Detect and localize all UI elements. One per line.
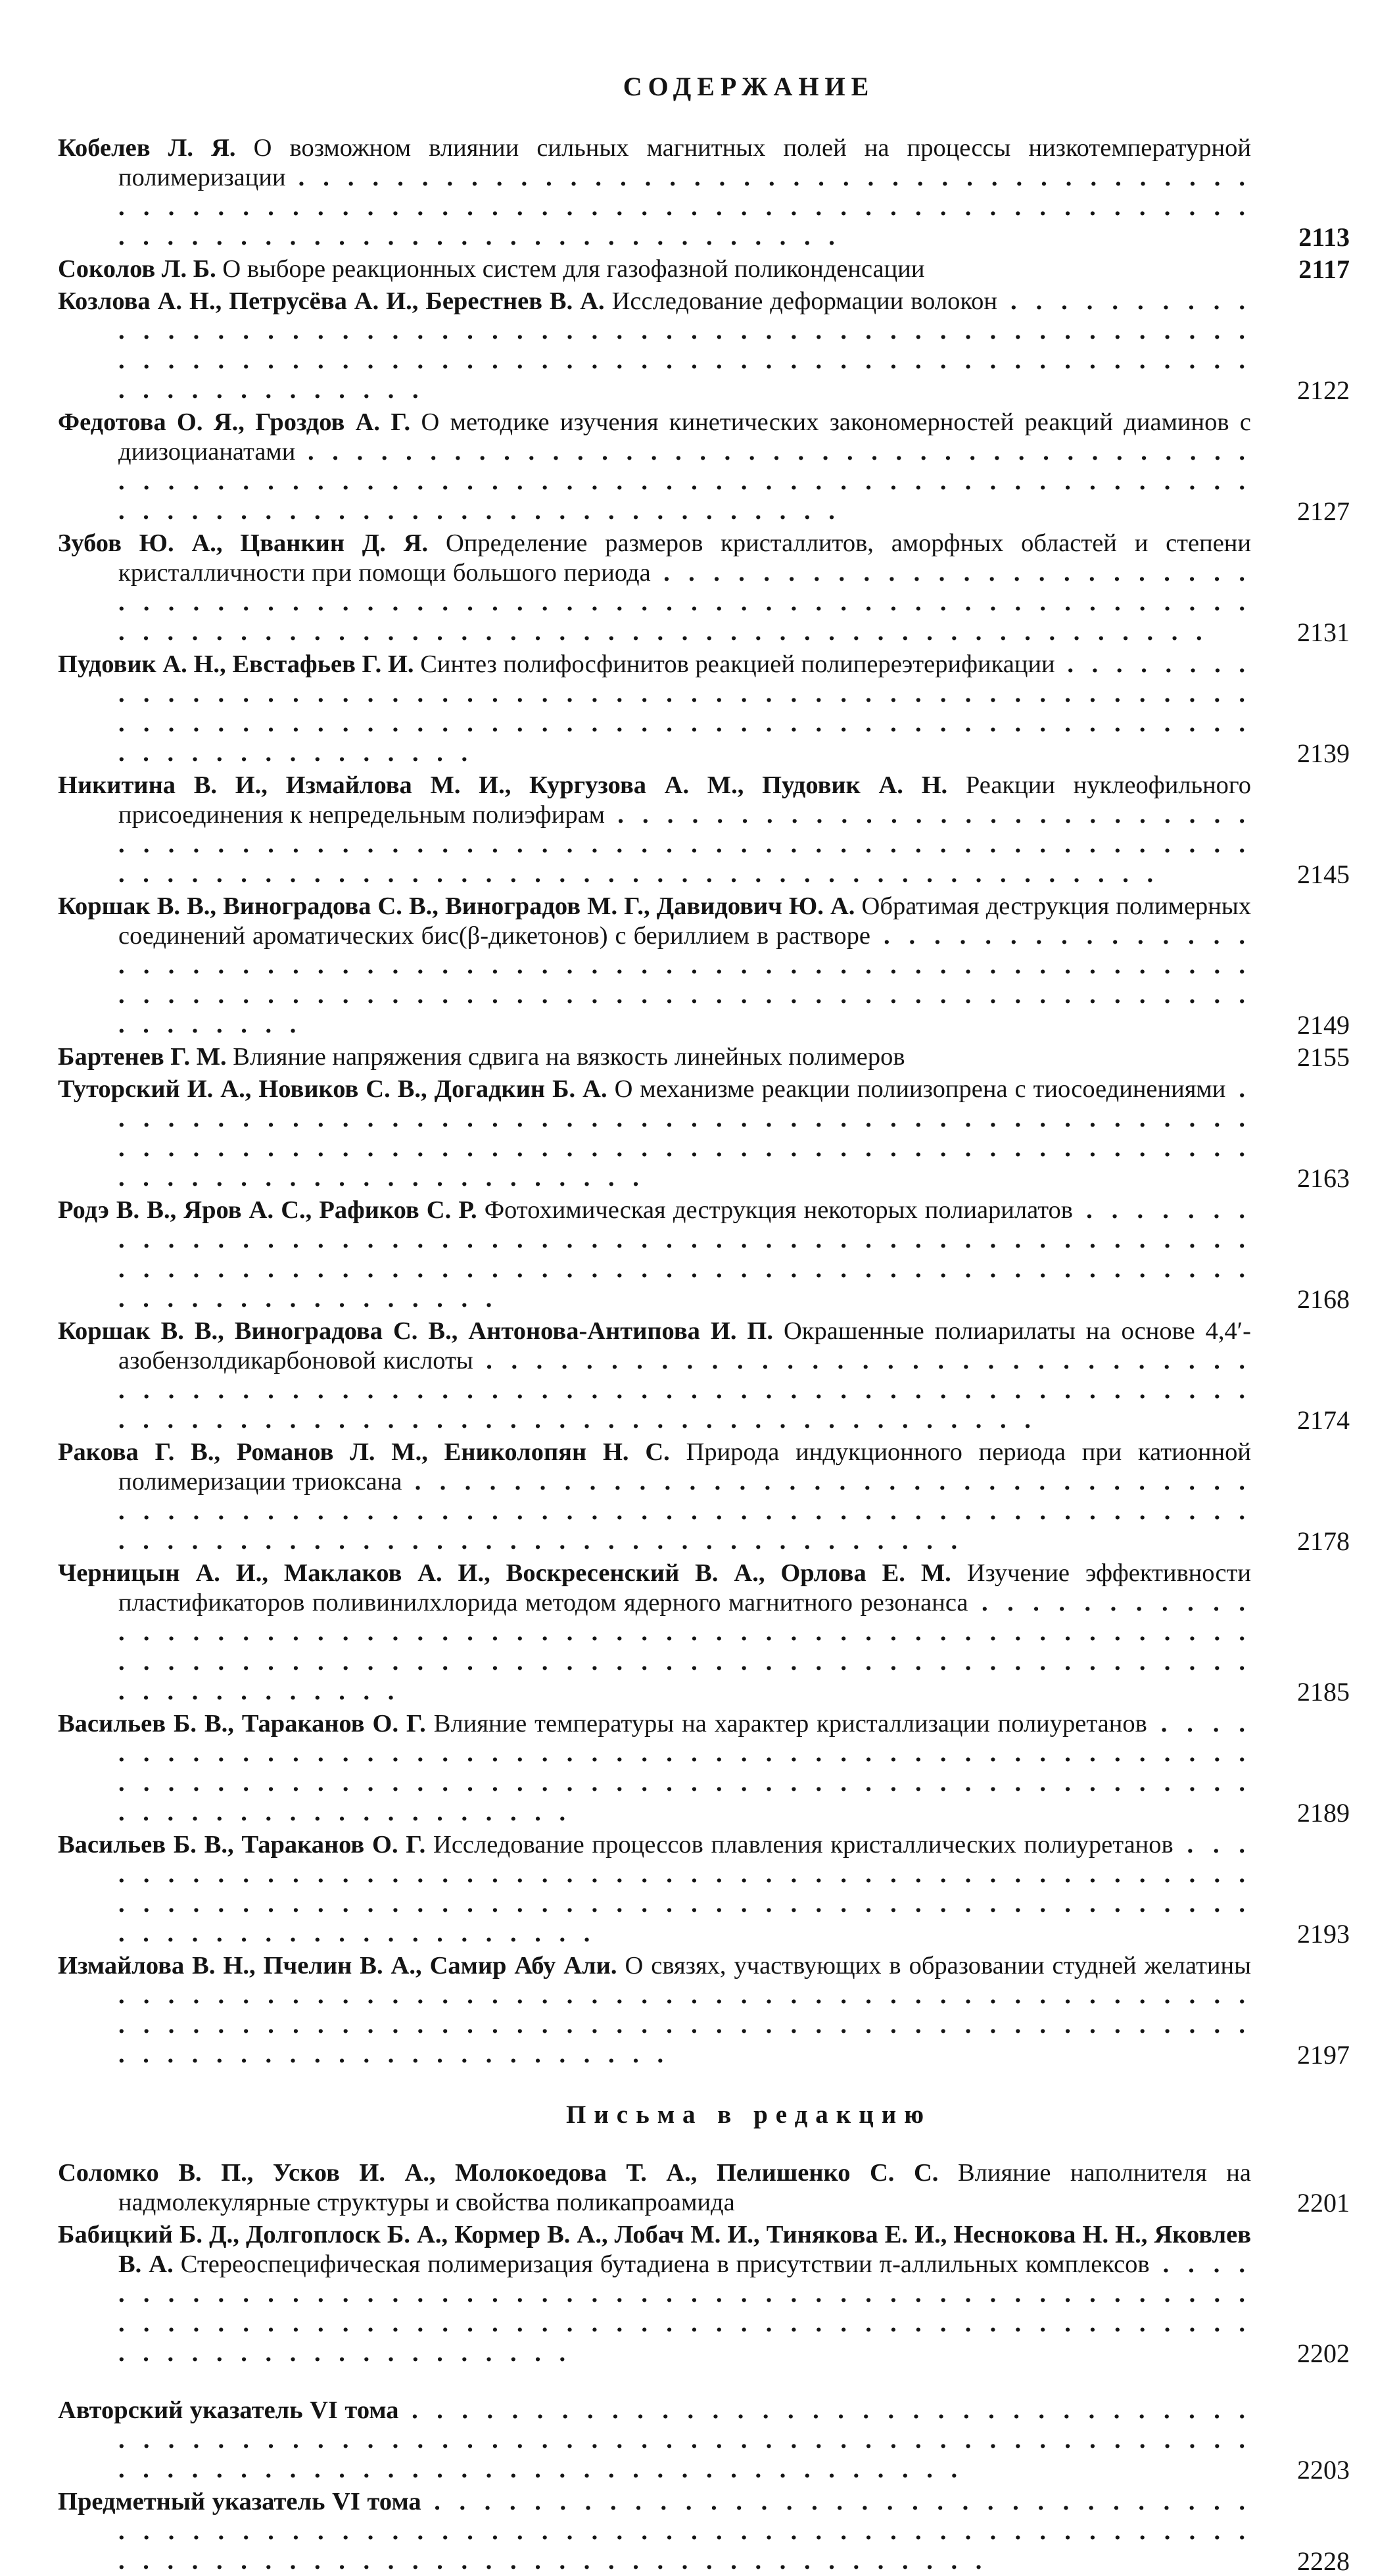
- entry-title: Исследование процессов плавления кристаллических полиуретанов . . .: [118, 1831, 1251, 1947]
- entry-page: 2122: [1297, 376, 1350, 405]
- toc-entry: [58, 1559, 1350, 1707]
- spacer: [58, 2371, 1350, 2396]
- toc-main-list: [58, 134, 1350, 2070]
- entry-authors: Ракова Г. В., Романов Л. М., Ениколопян Н. С.: [58, 1438, 670, 1466]
- entry-title: Влияние наполнителя на надмолекулярные структуры и свойства поликапроамида: [118, 2159, 1251, 2216]
- entry-title: Исследование деформации волокон . . .: [118, 287, 1251, 404]
- entry-page: 2197: [1297, 2040, 1350, 2070]
- entry-authors: Козлова А. Н., Петрусёва А. И., Берестнев В. А.: [58, 287, 605, 315]
- toc-entry: [58, 650, 1350, 768]
- entry-authors: Родэ В. В., Яров А. С., Рафиков С. Р.: [58, 1196, 477, 1224]
- entry-page: 2155: [1297, 1042, 1350, 1072]
- entry-text: [58, 1951, 1251, 2070]
- entry-page: 2163: [1297, 1163, 1350, 1193]
- entry-authors: Кобелев Л. Я.: [58, 134, 236, 162]
- index-entry: [58, 2396, 1350, 2485]
- entry-page: 2201: [1297, 2188, 1350, 2218]
- entry-title: О методике изучения кинетических закономерностей реакций диаминов с диизоцианатами . . .: [118, 408, 1251, 525]
- entry-text: [58, 408, 1251, 526]
- entry-text: [58, 1559, 1251, 1707]
- entry-title: О выборе реакционных систем для газофазной поликонденсации: [222, 255, 925, 283]
- entry-authors: Пудовик А. Н., Евстафьев Г. И.: [58, 650, 414, 678]
- entry-text: [58, 529, 1251, 647]
- entry-title: Окрашенные полиарилаты на основе 4,4′-азобензолдикарбоновой кислоты . . .: [118, 1317, 1251, 1434]
- entry-text: [58, 1709, 1251, 1828]
- entry-page: 2168: [1297, 1284, 1350, 1314]
- entry-text: [58, 1075, 1251, 1193]
- entry-authors: Зубов Ю. А., Цванкин Д. Я.: [58, 529, 429, 557]
- toc-entry: [58, 1951, 1350, 2070]
- entry-text: [58, 2158, 1251, 2218]
- entry-authors: Туторский И. А., Новиков С. В., Догадкин Б. А.: [58, 1075, 607, 1103]
- toc-entry: [58, 1196, 1350, 1314]
- entry-title: О возможном влиянии сильных магнитных полей на процессы низкотемпературной полимеризации . . .: [118, 134, 1251, 251]
- entry-page: 2178: [1297, 1526, 1350, 1556]
- entry-text: [58, 1196, 1251, 1314]
- entry-authors: Измайлова В. Н., Пчелин В. А., Самир Абу Али.: [58, 1952, 617, 1980]
- entry-text: [58, 2220, 1251, 2368]
- entry-title: Обратимая деструкция полимерных соединений ароматических бис(β-дикетонов) с бериллием в растворе . . .: [118, 892, 1251, 1038]
- entry-page: 2145: [1297, 860, 1350, 889]
- entry-page: 2228: [1297, 2546, 1350, 2576]
- entry-page: 2202: [1297, 2339, 1350, 2368]
- toc-entry: [58, 134, 1350, 252]
- entry-text: [58, 2396, 1251, 2485]
- toc-entry: [58, 892, 1350, 1040]
- entry-title: Реакции нуклеофильного присоединения к непредельным полиэфирам . . .: [118, 771, 1251, 888]
- entry-authors: Коршак В. В., Виноградова С. В., Антонова-Антипова И. П.: [58, 1317, 773, 1345]
- entry-title: Влияние температуры на характер кристаллизации полиуретанов . . .: [118, 1710, 1251, 1826]
- entry-page: 2117: [1298, 255, 1350, 284]
- entry-text: [58, 255, 1251, 284]
- page-title: СОДЕРЖАНИЕ: [623, 72, 875, 101]
- entry-page: 2131: [1297, 618, 1350, 647]
- entry-title: О связях, участвующих в образовании студней желатины . . .: [118, 1952, 1251, 2068]
- entry-page: 2203: [1297, 2455, 1350, 2485]
- entry-page: 2193: [1297, 1919, 1350, 1949]
- entry-text: [58, 287, 1251, 405]
- toc-letters-list: [58, 2158, 1350, 2576]
- entry-text: [58, 892, 1251, 1040]
- toc-entry: [58, 771, 1350, 889]
- toc-entry: [58, 529, 1350, 647]
- index-title: Авторский указатель VI тома . . .: [58, 2396, 1251, 2483]
- entry-authors: Черницын А. И., Маклаков А. И., Воскресенский В. А., Орлова Е. М.: [58, 1559, 951, 1587]
- toc-entry: [58, 1075, 1350, 1193]
- entry-title: О механизме реакции полиизопрена с тиосоединениями . . .: [118, 1075, 1251, 1192]
- entry-page: 2113: [1298, 222, 1350, 252]
- entry-authors: Соломко В. П., Усков И. А., Молокоедова Т. А., Пелишенко С. С.: [58, 2159, 939, 2187]
- entry-authors: Никитина В. И., Измайлова М. И., Кургузова А. М., Пудовик А. Н.: [58, 771, 948, 799]
- toc-entry: [58, 1317, 1350, 1435]
- entry-text: [58, 1042, 1251, 1072]
- toc-entry: [58, 408, 1350, 526]
- entry-title: Влияние напряжения сдвига на вязкость линейных полимеров: [233, 1043, 905, 1071]
- entry-authors: Васильев Б. В., Тараканов О. Г.: [58, 1710, 426, 1738]
- entry-text: [58, 771, 1251, 889]
- entry-title: Природа индукционного периода при катионной полимеризации триоксана . . .: [118, 1438, 1251, 1555]
- index-title: Предметный указатель VI тома . . .: [58, 2488, 1251, 2575]
- toc-entry: [58, 255, 1350, 284]
- entry-page: 2127: [1297, 497, 1350, 526]
- entry-page: 2174: [1297, 1405, 1350, 1435]
- entry-title: Стереоспецифическая полимеризация бутадиена в присутствии π-аллильных комплексов . . .: [118, 2250, 1251, 2367]
- entry-text: [58, 134, 1251, 252]
- entry-page: 2139: [1297, 739, 1350, 768]
- entry-text: [58, 650, 1251, 768]
- entry-authors: Коршак В. В., Виноградова С. В., Виноградов М. Г., Давидович Ю. А.: [58, 892, 855, 920]
- entry-page: 2149: [1297, 1010, 1350, 1040]
- toc-entry: [58, 2158, 1350, 2218]
- toc-entry: [58, 1438, 1350, 1556]
- entry-page: 2185: [1297, 1677, 1350, 1707]
- entry-text: [58, 1830, 1251, 1949]
- entry-authors: Федотова О. Я., Гроздов А. Г.: [58, 408, 411, 436]
- index-entry: [58, 2487, 1350, 2576]
- entry-text: [58, 1438, 1251, 1556]
- entry-text: [58, 1317, 1251, 1435]
- entry-page: 2189: [1297, 1798, 1350, 1828]
- entry-text: [58, 2487, 1251, 2576]
- letters-section-title: Письма в редакцию: [565, 2101, 932, 2129]
- toc-entry: [58, 2220, 1350, 2368]
- entry-authors: Васильев Б. В., Тараканов О. Г.: [58, 1831, 426, 1859]
- entry-title: Изучение эффективности пластификаторов поливинилхлорида методом ядерного магнитного резонанса . . .: [118, 1559, 1251, 1705]
- entry-authors: Бабицкий Б. Д., Долгоплоск Б. А., Кормер В. А., Лобач М. И., Тинякова Е. И., Неснокова Н. Н., Яковлев В. А.: [58, 2221, 1251, 2278]
- entry-authors: Бартенев Г. М.: [58, 1043, 227, 1071]
- entry-title: Фотохимическая деструкция некоторых полиарилатов . . .: [118, 1196, 1251, 1313]
- toc-entry: [58, 1830, 1350, 1949]
- entry-authors: Соколов Л. Б.: [58, 255, 216, 283]
- toc-entry: [58, 1042, 1350, 1072]
- entry-title: Синтез полифосфинитов реакцией полипереэтерификации . . .: [118, 650, 1251, 767]
- entry-title: Определение размеров кристаллитов, аморфных областей и степени кристалличности при помощи большого периода . . .: [118, 529, 1251, 646]
- toc-entry: [58, 1709, 1350, 1828]
- toc-entry: [58, 287, 1350, 405]
